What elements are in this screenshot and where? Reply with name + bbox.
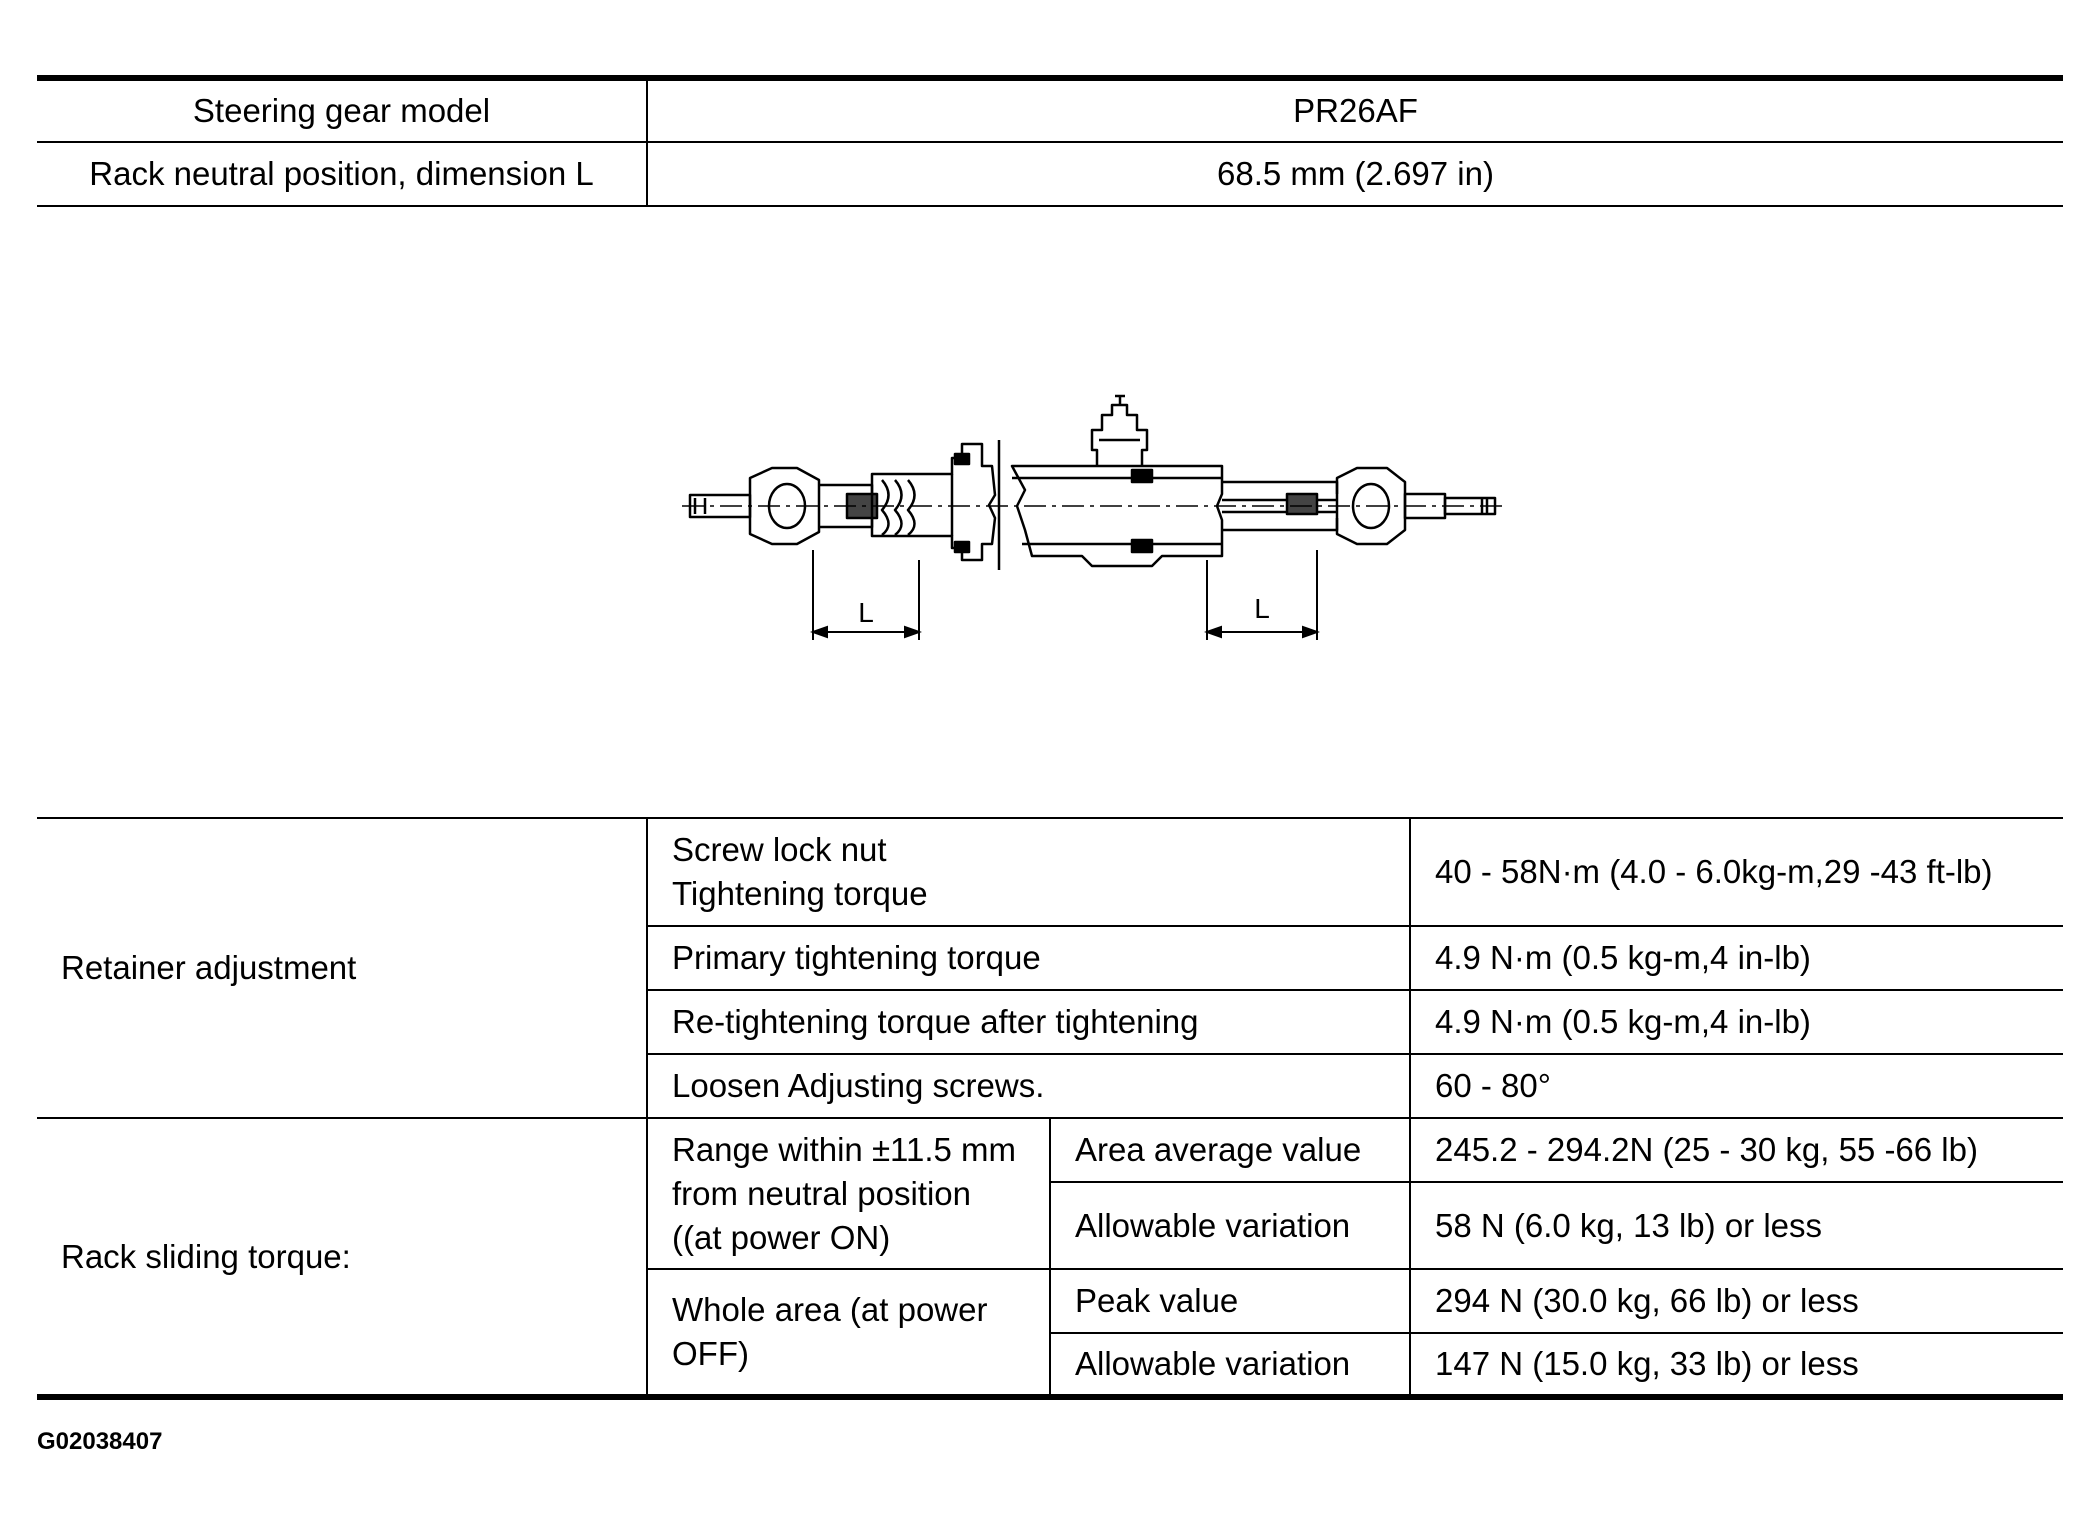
rack-condition-line2: OFF) <box>672 1335 749 1372</box>
retainer-item-line2: Tightening torque <box>672 875 928 912</box>
rack-condition-line3: ((at power ON) <box>672 1218 891 1256</box>
retainer-item: Loosen Adjusting screws. <box>647 1054 1410 1118</box>
rack-value: 58 N (6.0 kg, 13 lb) or less <box>1410 1182 2063 1269</box>
table-row <box>37 142 2063 206</box>
retainer-item: Re-tightening torque after tightening <box>647 990 1410 1054</box>
table-row <box>37 818 2063 926</box>
gear-housing <box>1012 466 1222 566</box>
rack-neutral-value: 68.5 mm (2.697 in) <box>647 142 2063 206</box>
dimension-label-left: L <box>858 597 874 628</box>
rack-condition <box>647 1118 1050 1269</box>
rack-condition-line2: from neutral position <box>672 1174 971 1212</box>
dimension-label-right: L <box>1254 593 1270 624</box>
gear-model-table <box>37 75 2063 207</box>
left-bellows <box>882 480 915 535</box>
rack-item: Peak value <box>1050 1269 1410 1333</box>
left-housing <box>872 444 995 560</box>
rack-sliding-torque-label: Rack sliding torque: <box>37 1118 647 1397</box>
rack-value: 147 N (15.0 kg, 33 lb) or less <box>1410 1333 2063 1397</box>
gear-model-value: PR26AF <box>647 78 2063 142</box>
retainer-adjustment-label: Retainer adjustment <box>37 818 647 1118</box>
table-row <box>37 1118 2063 1182</box>
adjustment-spec-table <box>37 817 2063 1400</box>
retainer-item: Primary tightening torque <box>647 926 1410 990</box>
retainer-value: 40 - 58N·m (4.0 - 6.0kg-m,29 -43 ft-lb) <box>1410 818 2063 926</box>
rack-condition <box>647 1269 1050 1397</box>
rack-item: Area average value <box>1050 1118 1410 1182</box>
gear-model-label: Steering gear model <box>37 78 647 142</box>
retainer-item <box>647 818 1410 926</box>
retainer-value: 4.9 N·m (0.5 kg-m,4 in-lb) <box>1410 990 2063 1054</box>
retainer-value: 60 - 80° <box>1410 1054 2063 1118</box>
retainer-value: 4.9 N·m (0.5 kg-m,4 in-lb) <box>1410 926 2063 990</box>
steering-gear-figure <box>37 200 2063 800</box>
steering-gear-drawing <box>37 200 2063 800</box>
pinion-valve <box>1092 405 1147 466</box>
document-code: G02038407 <box>37 1428 163 1455</box>
rack-value: 294 N (30.0 kg, 66 lb) or less <box>1410 1269 2063 1333</box>
rack-condition-line1: Range within ±11.5 mm <box>672 1130 1016 1168</box>
retainer-item-line1: Screw lock nut <box>672 831 887 868</box>
rack-neutral-label: Rack neutral position, dimension L <box>37 142 647 206</box>
rack-value: 245.2 - 294.2N (25 - 30 kg, 55 -66 lb) <box>1410 1118 2063 1182</box>
rack-item: Allowable variation <box>1050 1182 1410 1269</box>
rack-item: Allowable variation <box>1050 1333 1410 1397</box>
rack-condition-line1: Whole area (at power <box>672 1291 988 1328</box>
table-row <box>37 78 2063 142</box>
